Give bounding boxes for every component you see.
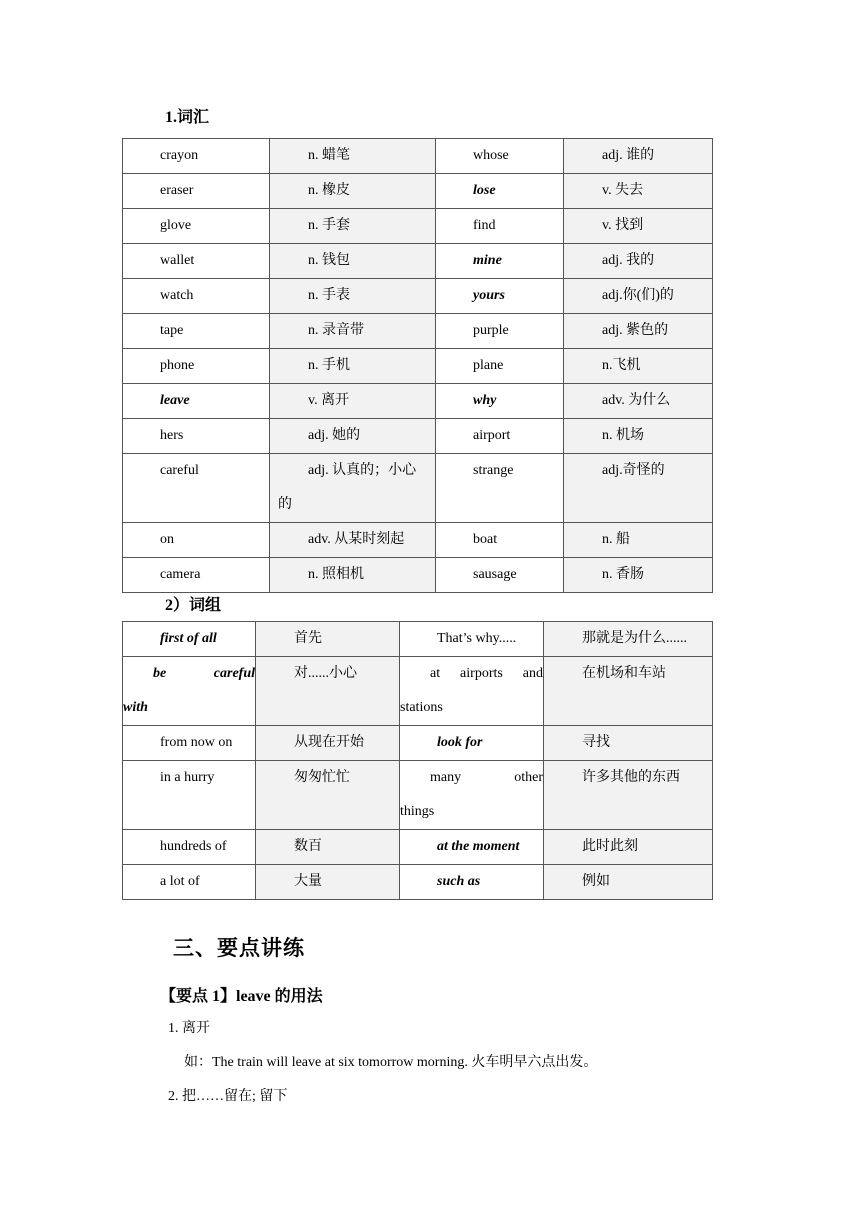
phrase-meaning: 许多其他的东西	[582, 770, 680, 785]
vocab-word: whose	[473, 148, 509, 163]
phrase: such as	[437, 874, 481, 889]
vocab-word: tape	[160, 323, 184, 338]
vocab-meaning: n. 机场	[602, 428, 644, 443]
phrase: first of all	[160, 631, 217, 646]
vocab-word: hers	[160, 428, 184, 443]
phrase: look for	[437, 735, 483, 750]
vocab-heading: 1.词汇	[165, 109, 210, 126]
vocab-meaning: n. 香肠	[602, 567, 644, 582]
vocab-meaning: adj. 紫色的	[602, 323, 669, 338]
phrase-meaning: 寻找	[582, 735, 610, 750]
vocab-word: camera	[160, 567, 201, 582]
table-row	[123, 349, 713, 384]
vocab-word: purple	[473, 323, 509, 338]
vocab-meaning: n.飞机	[602, 358, 641, 373]
vocab-word: glove	[160, 218, 192, 233]
vocab-meaning: n. 钱包	[308, 253, 350, 268]
phrase-meaning: 大量	[294, 874, 322, 889]
phrase-meaning: 例如	[582, 874, 610, 889]
vocab-meaning: v. 失去	[602, 183, 644, 198]
vocab-word: lose	[473, 183, 496, 198]
vocab-meaning: n. 蜡笔	[308, 148, 350, 163]
phrase-continued: stations	[400, 700, 443, 715]
vocab-word: find	[473, 218, 496, 233]
vocab-meaning: adj. 认真的；小心	[308, 463, 417, 478]
vocab-meaning: adj. 她的	[308, 428, 361, 443]
point-title: 【要点 1】leave 的用法	[160, 988, 323, 1005]
table-row	[123, 174, 713, 209]
vocab-word: plane	[473, 358, 504, 373]
table-row	[123, 523, 713, 558]
phrase-meaning: 此时此刻	[582, 839, 638, 854]
phrase-meaning: 首先	[294, 631, 322, 646]
vocab-word: airport	[473, 428, 511, 443]
table-row	[123, 865, 713, 900]
phrase: at airports and	[430, 666, 543, 681]
vocab-word: sausage	[473, 567, 517, 582]
phrase-meaning: 数百	[294, 839, 322, 854]
phrase-meaning: 在机场和车站	[582, 666, 666, 681]
phrase-meaning: 那就是为什么......	[582, 631, 687, 646]
phrase: hundreds of	[160, 839, 227, 854]
vocab-meaning: n. 录音带	[308, 323, 364, 338]
vocab-word: strange	[473, 463, 514, 478]
table-row	[123, 209, 713, 244]
table-row	[123, 622, 713, 657]
table-row	[123, 558, 713, 593]
usage-item-2: 2. 把……留在; 留下	[168, 1089, 288, 1104]
table-row	[123, 726, 713, 761]
vocab-word: mine	[473, 253, 502, 268]
phrase-meaning: 对......小心	[294, 666, 357, 681]
vocab-meaning: n. 橡皮	[308, 183, 350, 198]
phrase: be careful	[153, 666, 255, 681]
vocab-word: eraser	[160, 183, 194, 198]
vocab-meaning: adj. 谁的	[602, 148, 655, 163]
table-row	[123, 244, 713, 279]
vocab-word: crayon	[160, 148, 199, 163]
vocab-meaning: n. 船	[602, 532, 630, 547]
vocab-word: on	[160, 532, 174, 547]
table-row	[123, 657, 713, 726]
table-row	[123, 139, 713, 174]
section-title: 三、要点讲练	[173, 936, 305, 960]
table-row	[123, 454, 713, 523]
phrase: from now on	[160, 735, 233, 750]
phrase: That’s why.....	[437, 631, 517, 646]
usage-item-1: 1. 离开	[168, 1021, 210, 1036]
vocab-table	[122, 138, 713, 593]
table-row	[123, 314, 713, 349]
vocab-meaning: n. 照相机	[308, 567, 364, 582]
table-row	[123, 384, 713, 419]
vocab-meaning: adv. 从某时刻起	[308, 532, 405, 547]
vocab-meaning: n. 手机	[308, 358, 350, 373]
phrase-meaning: 从现在开始	[294, 735, 364, 750]
phrases-table	[122, 621, 713, 900]
phrase: at the moment	[437, 839, 520, 854]
phrases-heading: 2）词组	[165, 597, 222, 614]
table-row	[123, 761, 713, 830]
vocab-meaning: adj. 我的	[602, 253, 655, 268]
vocab-meaning: v. 找到	[602, 218, 644, 233]
vocab-word: phone	[160, 358, 195, 373]
vocab-meaning: n. 手表	[308, 288, 350, 303]
vocab-word: why	[473, 393, 497, 408]
vocab-word: boat	[473, 532, 498, 547]
vocab-meaning: n. 手套	[308, 218, 350, 233]
table-row	[123, 279, 713, 314]
vocab-word: wallet	[160, 253, 195, 268]
phrase: many other	[430, 770, 543, 785]
vocab-meaning: adj.你(们)的	[602, 288, 674, 303]
vocab-meaning: adv. 为什么	[602, 393, 671, 408]
vocab-meaning: v. 离开	[308, 393, 350, 408]
usage-example: 如：The train will leave at six tomorrow morning. 火车明早六点出发。	[184, 1055, 598, 1070]
phrase: a lot of	[160, 874, 200, 889]
phrase-continued: things	[400, 804, 435, 819]
vocab-word: careful	[160, 463, 199, 478]
vocab-meaning-continued: 的	[278, 497, 292, 512]
table-row	[123, 830, 713, 865]
vocab-word: watch	[160, 288, 194, 303]
vocab-word: yours	[473, 288, 505, 303]
phrase-continued: with	[123, 700, 148, 715]
phrase: in a hurry	[160, 770, 215, 785]
vocab-meaning: adj.奇怪的	[602, 463, 665, 478]
phrase-meaning: 匆匆忙忙	[294, 770, 350, 785]
vocab-word: leave	[160, 393, 190, 408]
table-row	[123, 419, 713, 454]
